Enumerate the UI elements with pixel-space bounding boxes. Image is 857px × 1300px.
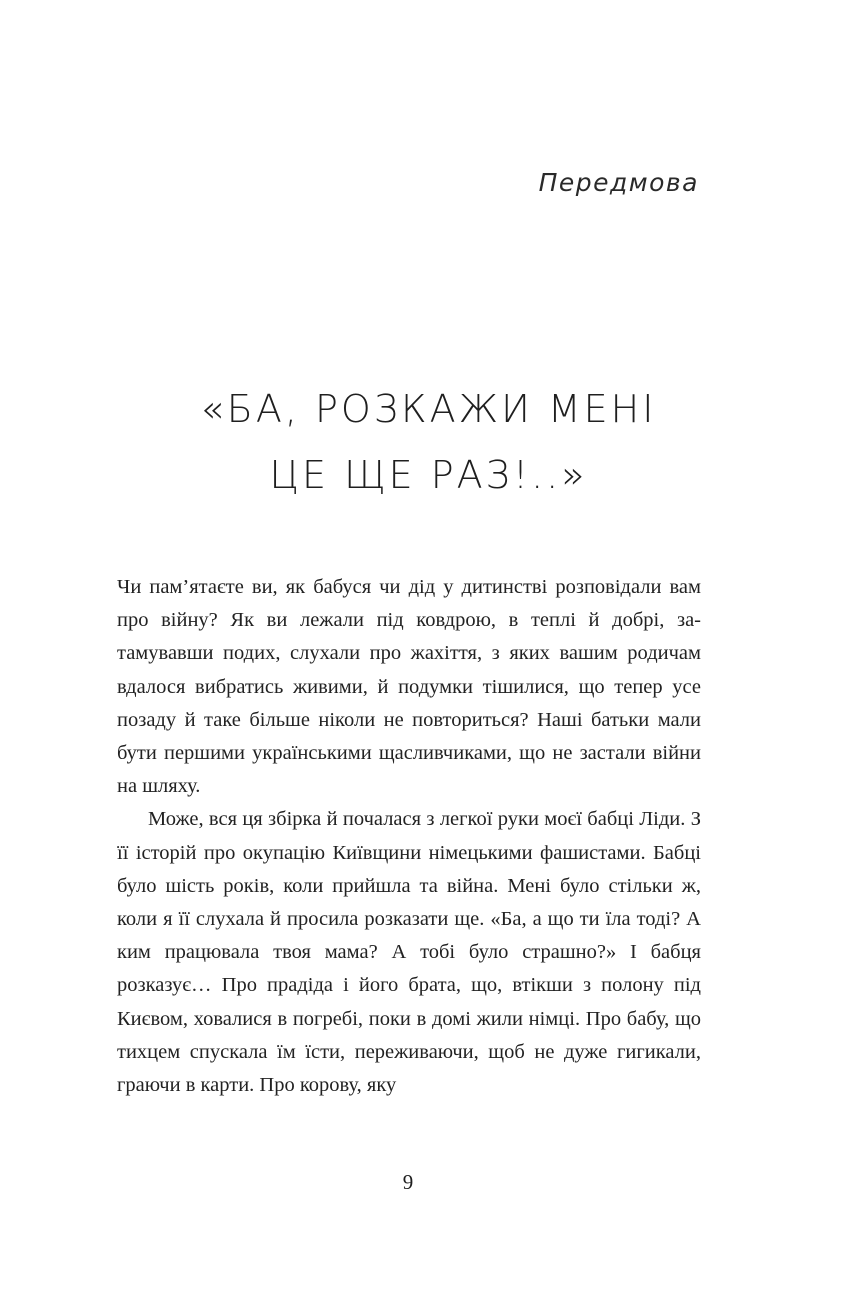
page-number: 9 [402, 1170, 414, 1194]
paragraph-2: Може, вся ця збірка й почалася з легкої руки моєї бабці Ліди. З її історій про окупацію Київщини німецькими фашистами. Бабці було шість років, коли прийшла та війна. Мені було стільки ж, коли я її слухала й просила розказати ще. «Ба, а що ти їла тоді? А ким працювала твоя мама? А тобі було страшно?» І бабця розказує… Про прадіда і його брата, що, втікши з полону під Києвом, ховалися в погребі, поки в домі жили німці. Про бабу, що тихцем спускала їм їсти, переживаючи, щоб не дуже гигикали, граючи в карти. Про корову, яку [117, 808, 701, 1097]
body-text [117, 571, 701, 1102]
paragraph-1: Чи пам’ятаєте ви, як бабуся чи дід у дитинстві розповідали вам про війну? Як ви лежали під ковдрою, в теплі й добрі, затамувавши подих, слухали про жахіття, з яких вашим родичам вдалося вибратись живими, й подумки тішилися, що тепер усе позаду й таке більше ніколи не повториться? Наші батьки мали бути першими українськими щасливчиками, що не застали війни на шляху. [117, 576, 701, 798]
section-label: Передмова [538, 168, 699, 197]
chapter-title [100, 376, 757, 508]
chapter-title-line-1: «БА, РОЗКАЖИ МЕНІ [200, 387, 657, 431]
chapter-title-line-2: ЦЕ ЩЕ РАЗ!..» [269, 453, 588, 497]
